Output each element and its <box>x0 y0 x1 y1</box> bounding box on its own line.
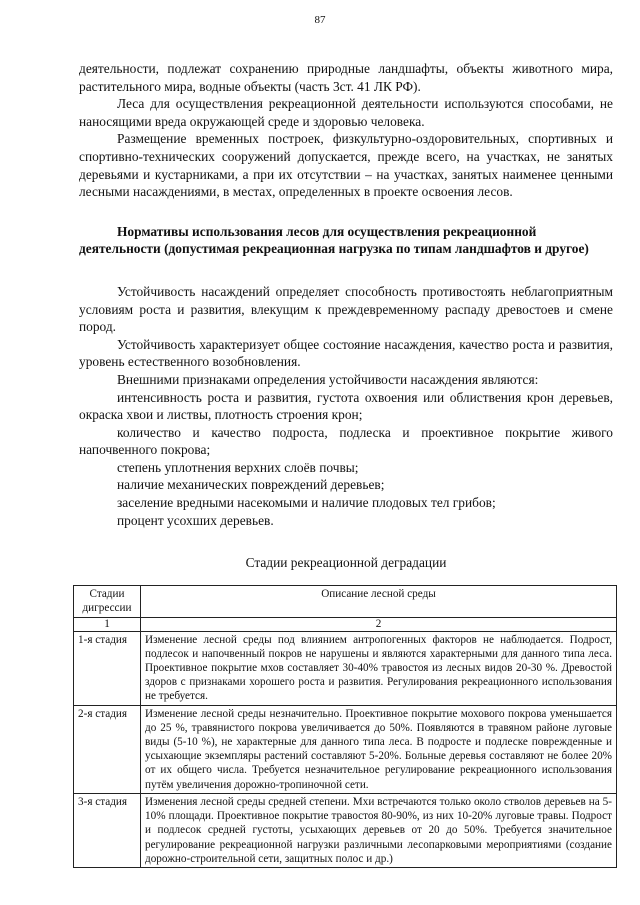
column-number: 1 <box>74 617 141 631</box>
table-title: Стадии рекреационной деградации <box>245 555 447 571</box>
table-row <box>74 705 617 793</box>
section-heading: Нормативы использования лесов для осуществления рекреационной деятельности (допустимая рекреационная нагрузка по типам ландшафтов и другое) <box>79 223 589 257</box>
description-cell: Изменение лесной среды под влиянием антропогенных факторов не наблюдается. Подрост, подлесок и напочвенный покров не нарушены и являются характерными для данного типа леса. Проективное покрытие мхов составляет 30-40% травостоя из лесных видов 20-30 %. Древостой здоров с признаками хорошего роста и развития. Регулирования рекреационного использования не требуется. <box>141 631 617 705</box>
list-item: интенсивность роста и развития, густота охвоения или облиствения крон деревьев, окраска хвои и листвы, плотность строения крон; <box>79 389 613 423</box>
paragraph: деятельности, подлежат сохранению природные ландшафты, объекты животного мира, растительного мира, водные объекты (часть 3ст. 41 ЛК РФ). <box>79 61 613 94</box>
table-header-row <box>74 586 617 617</box>
document-body <box>79 60 613 868</box>
description-cell: Изменения лесной среды средней степени. Мхи встречаются только около стволов деревьев на 5-10% площади. Проективное покрытие травостоя 80-90%, из них 10-20% луговые травы. Подрост и подлесок средней густоты, усыхающих деревьев от 20 до 50%. Требуется значительное регулирование рекреационной нагрузки различными лесопарковыми мероприятиями (создание дорожно-строительной сети, защитных полос и др.) <box>141 793 617 867</box>
table-row <box>74 793 617 867</box>
table-header-description: Описание лесной среды <box>141 586 617 617</box>
list-item: заселение вредными насекомыми и наличие плодовых тел грибов; <box>117 495 496 511</box>
table-column-number-row <box>74 617 617 631</box>
stage-cell: 2-я стадия <box>74 705 141 793</box>
paragraph: Размещение временных построек, физкультурно-оздоровительных, спортивных и спортивно-технических сооружений допускается, прежде всего, на участках, не занятых деревьями и кустарниками, а при их отсутствии – на участках, занятых наименее ценными лесными насаждениями, в местах, определенных в проекте освоения лесов. <box>79 131 613 200</box>
list-item: процент усохших деревьев. <box>117 512 274 528</box>
paragraph: Устойчивость характеризует общее состояние насаждения, качество роста и развития, уровень естественного возобновления. <box>79 336 613 370</box>
paragraph: Внешними признаками определения устойчивости насаждения являются: <box>117 371 539 387</box>
stage-cell: 3-я стадия <box>74 793 141 867</box>
table-row <box>74 631 617 705</box>
description-cell: Изменение лесной среды незначительно. Проективное покрытие мохового покрова уменьшается до 25 %, травянистого покрова увеличивается до 50%. Появляются в травяном районе луговые виды (5-10 %), не характерные для данного типа леса. В подросте и подлеске поврежденные и усыхающие экземпляры растений составляют 5-20%. Больные деревья составляют не более 20% от их общего числа. Требуется незначительное регулирование рекреационного использования путём увеличения дорожно-тропиночной сети. <box>141 705 617 793</box>
paragraph: Леса для осуществления рекреационной деятельности используются способами, не наносящими вреда окружающей среде и здоровью человека. <box>79 96 613 129</box>
table-header-stage: Стадии дигрессии <box>74 586 141 617</box>
list-item: степень уплотнения верхних слоёв почвы; <box>117 459 359 475</box>
stage-cell: 1-я стадия <box>74 631 141 705</box>
list-item: количество и качество подроста, подлеска и проективное покрытие живого напочвенного покрова; <box>79 424 613 458</box>
paragraph: Устойчивость насаждений определяет способность противостоять неблагоприятным условиям роста и развития, влекущим к преждевременному распаду древостоев и смене пород. <box>79 283 613 335</box>
column-number: 2 <box>141 617 617 631</box>
degradation-stages-table <box>73 585 617 868</box>
page-number: 87 <box>314 14 326 26</box>
list-item: наличие механических повреждений деревьев; <box>117 477 385 493</box>
